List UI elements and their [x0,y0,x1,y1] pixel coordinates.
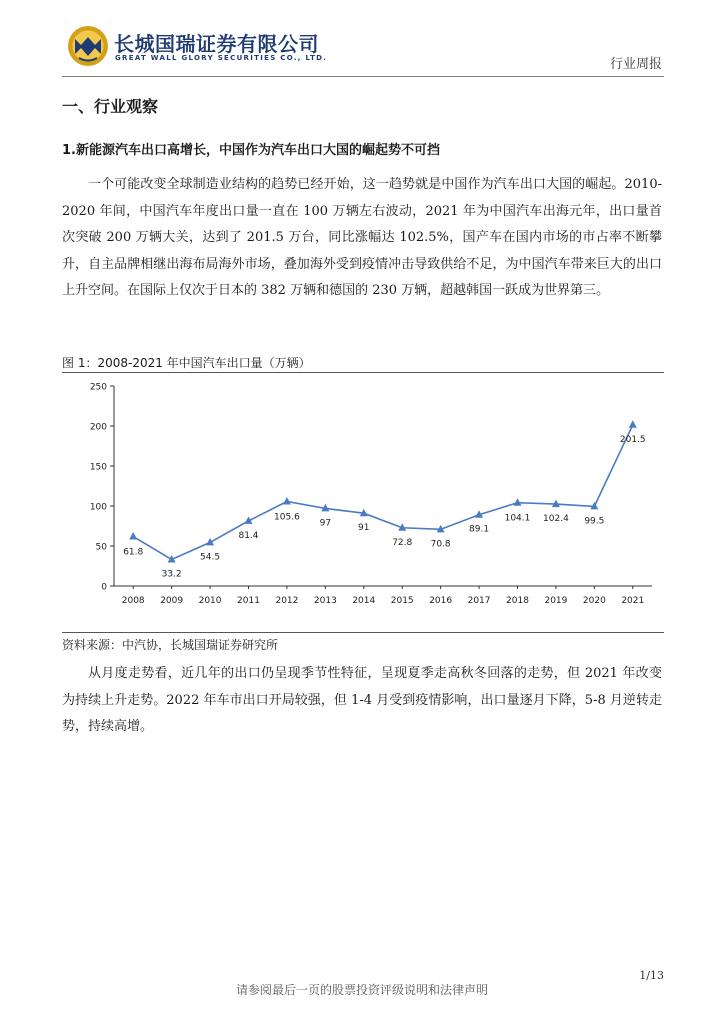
data-point-marker [283,497,291,505]
chart-data-labels [123,435,645,580]
figure-top-rule [62,372,664,373]
x-tick-label: 2015 [390,596,414,606]
data-label: 33.2 [161,569,182,580]
data-point-marker [629,420,637,428]
section-title: 一、行业观察 [62,97,159,116]
chart-markers [129,420,637,562]
chart-y-ticks [90,383,114,593]
data-label: 91 [358,523,370,534]
y-tick-label: 250 [89,382,107,393]
company-logo-icon [67,25,109,67]
export-line-chart [62,374,664,630]
x-tick-label: 2012 [275,596,299,606]
y-tick-label: 50 [95,542,107,553]
x-tick-label: 2010 [198,596,222,606]
data-label: 99.5 [584,516,605,527]
x-tick-label: 2011 [237,596,260,606]
series-line [133,425,633,563]
y-tick-label: 200 [89,422,107,433]
x-tick-label: 2017 [467,596,491,606]
data-label: 89.1 [469,524,490,535]
figure-source: 资料来源：中汽协，长城国瑞证券研究所 [62,638,279,652]
data-label: 102.4 [543,514,569,525]
footer-disclaimer: 请参阅最后一页的股票投资评级说明和法律声明 [235,983,488,997]
chart-axes [114,386,652,586]
x-tick-label: 2019 [544,596,568,606]
data-label: 201.5 [619,434,646,445]
figure-caption: 图 1：2008-2021 年中国汽车出口量（万辆） [62,356,311,370]
y-tick-label: 0 [101,582,107,593]
x-tick-label: 2014 [352,596,376,606]
body-paragraph-1: 一个可能改变全球制造业结构的趋势已经开始，这一趋势就是中国作为汽车出口大国的崛起。2010-2020 年间，中国汽车年度出口量一直在 100 万辆左右波动，2021 年为中国汽车出海元年，出口量首次突破 200 万辆大关，达到了 201.5 万台，同比涨幅达 102.5%，国产车在国内市场的市占率不断攀升，自主品牌相继出海布局海外市场，叠加海外受到疫情冲击导致供给不足，为中国汽车带来巨大的出口上升空间。在国际上仅次于日本的 382 万辆和德国的 230 万辆，超越韩国一跃成为世界第三。 [62,177,662,298]
data-label: 61.8 [123,547,144,558]
x-tick-label: 2021 [621,596,645,606]
x-tick-label: 2016 [429,596,453,606]
x-tick-label: 2009 [160,596,184,606]
company-name-cn: 长城国瑞证券有限公司 [114,32,319,56]
figure-bottom-rule [62,632,664,633]
data-label: 97 [319,518,332,529]
header-divider [62,76,664,77]
page-header [62,22,664,78]
data-point-marker [129,532,137,540]
y-tick-label: 100 [89,502,107,513]
page-number: 1/13 [639,969,664,982]
body-paragraph-2: 从月度走势看，近几年的出口仍呈现季节性特征，呈现夏季走高秋冬回落的走势，但 2021 年改变为持续上升走势。2022 年车市出口开局较强，但 1-4 月受到疫情影响，出口量逐月下降，5-8 月逆转走势，持续高增。 [62,666,662,734]
x-tick-label: 2008 [121,596,145,606]
report-type-label: 行业周报 [609,57,662,72]
chart-x-ticks [122,586,644,606]
data-label: 70.8 [430,539,451,550]
data-point-marker [514,498,522,506]
x-tick-label: 2018 [506,596,529,606]
data-label: 54.5 [200,552,221,563]
data-label: 72.8 [392,537,413,548]
subsection-title: 1.新能源汽车出口高增长，中国作为汽车出口大国的崛起势不可挡 [62,143,440,158]
data-label: 105.6 [274,512,300,523]
x-tick-label: 2020 [582,596,606,606]
data-label: 104.1 [504,513,531,524]
data-label: 81.4 [238,530,259,541]
company-name-en: GREAT WALL GLORY SECURITIES CO., LTD. [115,54,328,62]
x-tick-label: 2013 [313,596,337,606]
y-tick-label: 150 [89,462,107,473]
